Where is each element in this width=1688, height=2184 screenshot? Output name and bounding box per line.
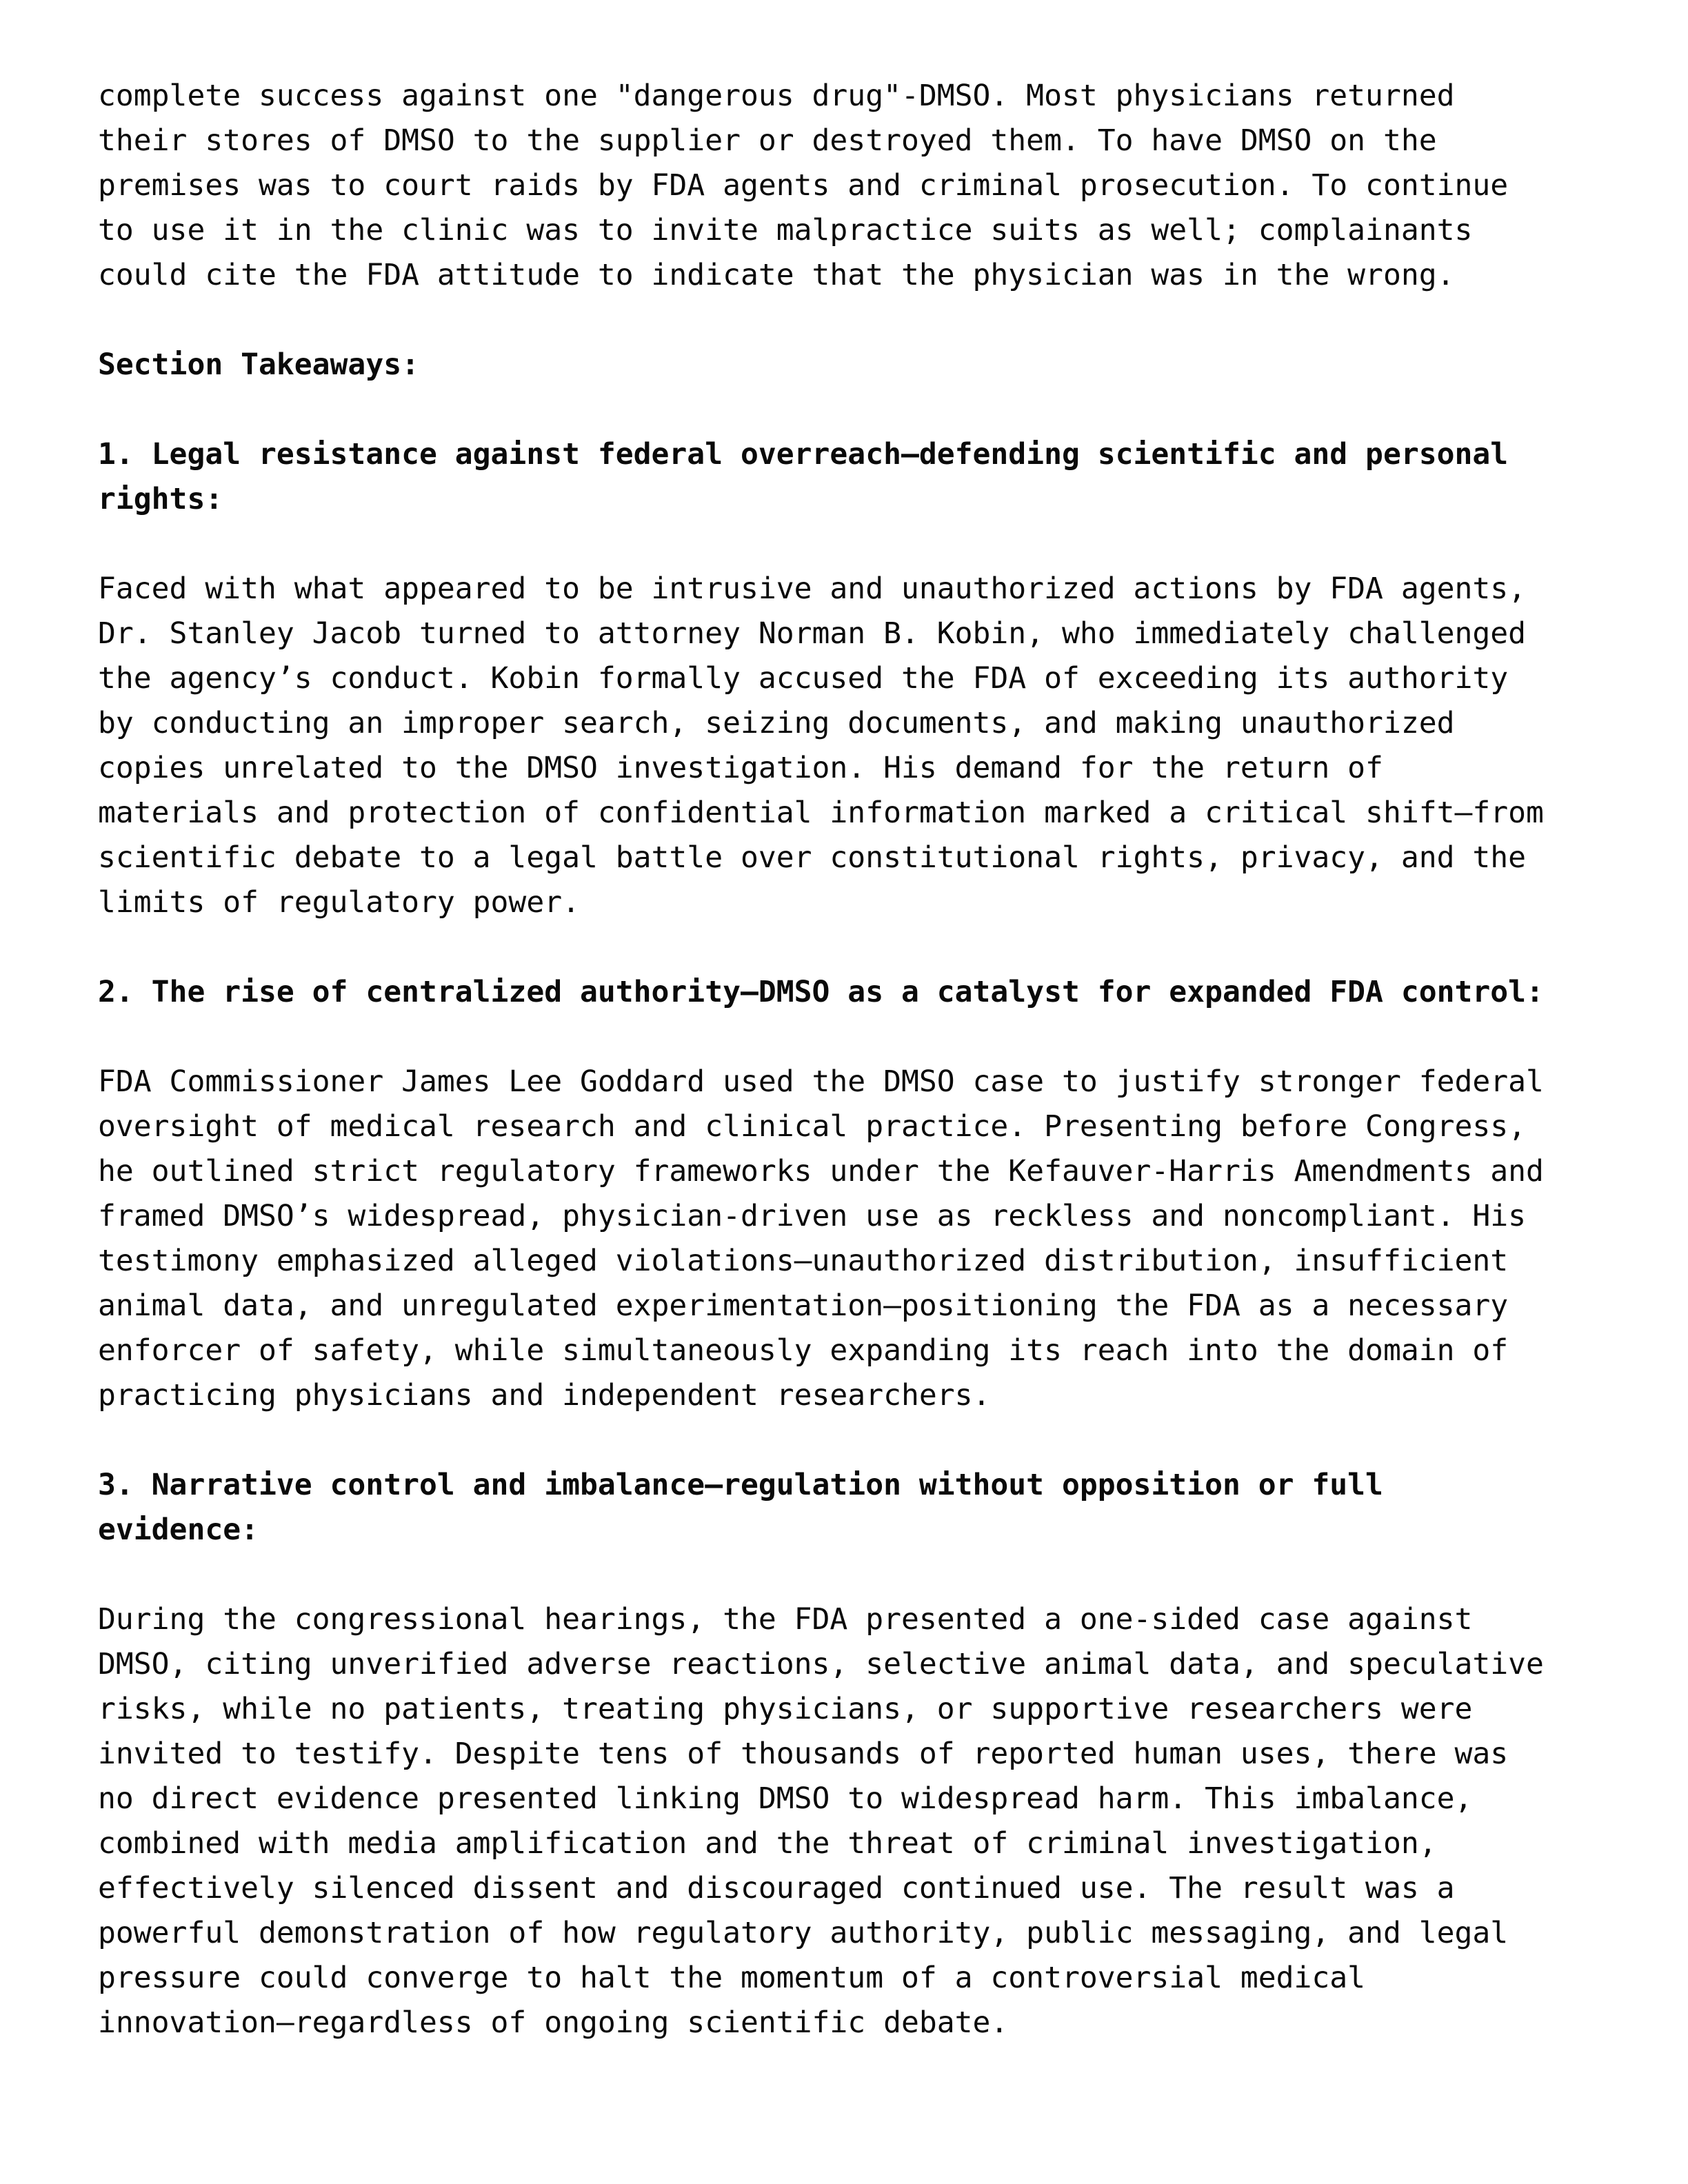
text-line: effectively silenced dissent and discouraged continued use. The result was a <box>98 1871 1455 1905</box>
text-line: copies unrelated to the DMSO investigation. His demand for the return of <box>98 751 1383 785</box>
text-line: animal data, and unregulated experimentation—positioning the FDA as a necessary <box>98 1288 1509 1323</box>
text-line: enforcer of safety, while simultaneously expanding its reach into the domain of <box>98 1333 1509 1368</box>
text-line: framed DMSO’s widespread, physician-driven use as reckless and noncompliant. His <box>98 1199 1527 1233</box>
text-line: complete success against one "dangerous drug"-DMSO. Most physicians returned <box>98 79 1455 113</box>
text-line: their stores of DMSO to the supplier or destroyed them. To have DMSO on the <box>98 123 1437 158</box>
paragraph <box>98 1060 1591 1418</box>
paragraph <box>98 567 1591 925</box>
section-heading <box>98 1463 1591 1553</box>
text-line: by conducting an improper search, seizing documents, and making unauthorized <box>98 706 1455 740</box>
text-line: materials and protection of confidential information marked a critical shift—from <box>98 796 1544 830</box>
text-line: he outlined strict regulatory frameworks under the Kefauver-Harris Amendments and <box>98 1154 1544 1189</box>
text-line: to use it in the clinic was to invite malpractice suits as well; complainants <box>98 213 1473 247</box>
text-line: Faced with what appeared to be intrusive and unauthorized actions by FDA agents, <box>98 572 1527 606</box>
text-line: premises was to court raids by FDA agents and criminal prosecution. To continue <box>98 168 1509 203</box>
text-line: Section Takeaways: <box>98 347 419 382</box>
text-line: limits of regulatory power. <box>98 885 580 920</box>
section-heading <box>98 343 1591 387</box>
text-line: pressure could converge to halt the momentum of a controversial medical <box>98 1961 1366 1995</box>
text-line: rights: <box>98 482 223 516</box>
paragraph <box>98 1597 1591 2045</box>
text-line: evidence: <box>98 1513 259 1547</box>
text-line: scientific debate to a legal battle over constitutional rights, privacy, and the <box>98 840 1527 875</box>
text-line: combined with media amplification and the threat of criminal investigation, <box>98 1826 1437 1861</box>
text-line: innovation—regardless of ongoing scientific debate. <box>98 2005 1009 2040</box>
text-line: 3. Narrative control and imbalance—regulation without opposition or full <box>98 1468 1383 1502</box>
text-line: no direct evidence presented linking DMSO to widespread harm. This imbalance, <box>98 1781 1473 1816</box>
text-line: risks, while no patients, treating physicians, or supportive researchers were <box>98 1692 1473 1726</box>
text-line: invited to testify. Despite tens of thousands of reported human uses, there was <box>98 1737 1509 1771</box>
section-heading <box>98 970 1591 1015</box>
text-line: practicing physicians and independent researchers. <box>98 1378 991 1413</box>
text-line: 2. The rise of centralized authority—DMSO as a catalyst for expanded FDA control: <box>98 975 1544 1009</box>
paragraph <box>98 74 1591 298</box>
text-line: DMSO, citing unverified adverse reactions, selective animal data, and speculative <box>98 1647 1544 1681</box>
text-line: 1. Legal resistance against federal overreach—defending scientific and personal <box>98 437 1509 472</box>
text-line: the agency’s conduct. Kobin formally accused the FDA of exceeding its authority <box>98 661 1509 696</box>
section-heading <box>98 432 1591 522</box>
text-line: Dr. Stanley Jacob turned to attorney Norman B. Kobin, who immediately challenged <box>98 616 1527 651</box>
text-line: FDA Commissioner James Lee Goddard used the DMSO case to justify stronger federal <box>98 1064 1544 1099</box>
text-line: oversight of medical research and clinical practice. Presenting before Congress, <box>98 1109 1527 1144</box>
text-line: During the congressional hearings, the FDA presented a one-sided case against <box>98 1602 1473 1637</box>
text-line: powerful demonstration of how regulatory authority, public messaging, and legal <box>98 1916 1509 1950</box>
text-line: testimony emphasized alleged violations—unauthorized distribution, insufficient <box>98 1244 1509 1278</box>
text-line: could cite the FDA attitude to indicate that the physician was in the wrong. <box>98 258 1455 292</box>
